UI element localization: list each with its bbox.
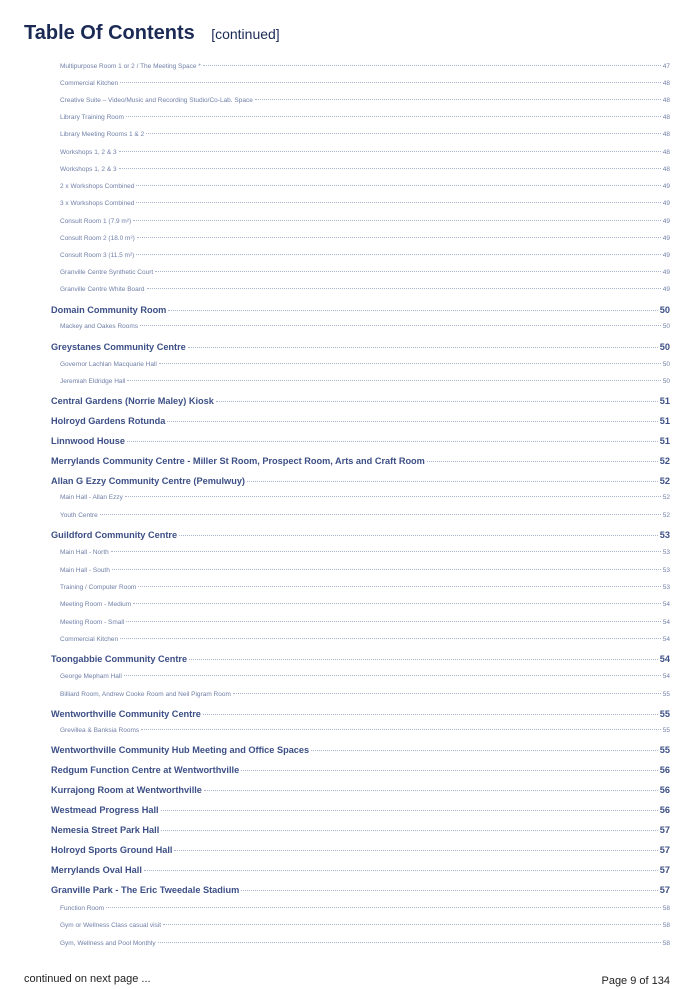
toc-entry[interactable] — [51, 416, 670, 429]
toc-entry[interactable] — [51, 530, 670, 543]
dot-leader — [247, 481, 658, 482]
toc-entry-label: Holroyd Gardens Rotunda — [51, 416, 166, 426]
dot-leader — [119, 151, 661, 152]
toc-entry-label: Central Gardens (Norrie Maley) Kiosk — [51, 396, 214, 406]
toc-entry-page: 48 — [662, 97, 670, 104]
dot-leader — [111, 551, 661, 552]
toc-entry-label: Consult Room 3 (11.5 m²) — [60, 252, 135, 259]
toc-entry-label: Westmead Progress Hall — [51, 805, 159, 815]
toc-entry-label: Creative Suite – Video/Music and Recording Studio/Co-Lab. Space — [60, 97, 253, 104]
dot-leader — [241, 890, 658, 891]
toc-entry-label: Consult Room 1 (7.9 m²) — [60, 218, 132, 225]
toc-entry-page: 56 — [659, 765, 670, 775]
toc-entry[interactable] — [60, 97, 670, 107]
toc-entry-page: 50 — [662, 323, 670, 330]
toc-entry-page: 58 — [662, 922, 670, 929]
dot-leader — [127, 441, 658, 442]
dot-leader — [188, 347, 658, 348]
dot-leader — [167, 421, 657, 422]
toc-entry-label: Workshops 1, 2 & 3 — [60, 149, 117, 156]
toc-entry-page: 53 — [662, 549, 670, 556]
dot-leader — [136, 254, 660, 255]
dot-leader — [100, 514, 661, 515]
toc-entry-label: George Mepham Hall — [60, 673, 122, 680]
toc-entry-page: 49 — [662, 252, 670, 259]
toc-entry[interactable] — [60, 494, 670, 504]
dot-leader — [204, 790, 658, 791]
toc-entry-page: 57 — [659, 825, 670, 835]
toc-entry[interactable] — [60, 131, 670, 141]
dot-leader — [147, 288, 661, 289]
toc-entry-page: 50 — [659, 342, 670, 352]
toc-entry-label: Governor Lachlan Macquarie Hall — [60, 361, 157, 368]
toc-entry-page: 55 — [659, 745, 670, 755]
toc-entry-label: Multipurpose Room 1 or 2 / The Meeting Space * — [60, 63, 201, 70]
toc-entry[interactable] — [60, 922, 670, 932]
toc-entry-page: 53 — [659, 530, 670, 540]
toc-entry[interactable] — [60, 905, 670, 915]
toc-entry-page: 49 — [662, 200, 670, 207]
toc-entry[interactable] — [51, 825, 670, 838]
toc-entry[interactable] — [51, 865, 670, 878]
toc-entry-label: Guildford Community Centre — [51, 530, 178, 540]
toc-entry-page: 48 — [662, 149, 670, 156]
toc-entry[interactable] — [60, 286, 670, 296]
toc-entry[interactable] — [51, 305, 670, 318]
toc-entry-page: 49 — [662, 183, 670, 190]
toc-entry-label: Gym, Wellness and Pool Monthly — [60, 940, 156, 947]
toc-entry[interactable] — [60, 727, 670, 737]
toc-entry-page: 50 — [662, 361, 670, 368]
toc-entry-label: Granville Centre Synthetic Court — [60, 269, 154, 276]
toc-entry[interactable] — [51, 396, 670, 409]
toc-entry-label: Allan G Ezzy Community Centre (Pemulwuy) — [51, 476, 245, 486]
toc-entry-label: Toongabbie Community Centre — [51, 654, 188, 664]
toc-entry-page: 57 — [659, 865, 670, 875]
toc-entry[interactable] — [60, 183, 670, 193]
toc-entry[interactable] — [60, 200, 670, 210]
toc-entry[interactable] — [51, 765, 670, 778]
page-subtitle: [continued] — [211, 26, 280, 42]
toc-entry[interactable] — [60, 512, 670, 522]
toc-entry[interactable] — [51, 785, 670, 798]
toc-entry-page: 54 — [662, 636, 670, 643]
continued-note: continued on next page ... — [24, 973, 151, 985]
toc-entry-page: 48 — [662, 80, 670, 87]
toc-entry-label: Function Room — [60, 905, 105, 912]
toc-entry[interactable] — [51, 745, 670, 758]
dot-leader — [136, 185, 660, 186]
page-title: Table Of Contents — [24, 22, 195, 44]
toc-entry-label: Granville Park - The Eric Tweedale Stadium — [51, 885, 240, 895]
toc-entry-page: 48 — [662, 114, 670, 121]
dot-leader — [179, 535, 658, 536]
dot-leader — [159, 363, 661, 364]
dot-leader — [120, 82, 661, 83]
toc-entry-label: 2 x Workshops Combined — [60, 183, 135, 190]
dot-leader — [141, 729, 661, 730]
toc-entry-page: 50 — [659, 305, 670, 315]
toc-entry-page: 56 — [659, 805, 670, 815]
toc-entry-page: 55 — [662, 691, 670, 698]
dot-leader — [106, 907, 661, 908]
dot-leader — [161, 830, 657, 831]
toc-entry-label: Domain Community Room — [51, 305, 167, 315]
dot-leader — [125, 496, 661, 497]
toc-entry[interactable] — [60, 149, 670, 159]
toc-entry-page: 57 — [659, 845, 670, 855]
toc-entry-label: Library Meeting Rooms 1 & 2 — [60, 131, 145, 138]
dot-leader — [146, 133, 661, 134]
toc-entry-label: Commercial Kitchen — [60, 80, 119, 87]
toc-entry[interactable] — [60, 691, 670, 701]
dot-leader — [133, 220, 661, 221]
dot-leader — [189, 659, 658, 660]
toc-entry-label: Workshops 1, 2 & 3 — [60, 166, 117, 173]
toc-entry-label: Merrylands Oval Hall — [51, 865, 142, 875]
dot-leader — [311, 750, 658, 751]
toc-entry-label: Commercial Kitchen — [60, 636, 119, 643]
toc-entry-page: 55 — [662, 727, 670, 734]
dot-leader — [138, 586, 660, 587]
toc-entry-label: Kurrajong Room at Wentworthville — [51, 785, 202, 795]
toc-entry[interactable] — [60, 636, 670, 646]
toc-entry-label: Mackey and Oakes Rooms — [60, 323, 139, 330]
toc-entry-page: 48 — [662, 166, 670, 173]
toc-entry[interactable] — [51, 885, 670, 898]
dot-leader — [120, 638, 661, 639]
toc-entry[interactable] — [60, 80, 670, 90]
toc-entry-page: 51 — [659, 416, 670, 426]
dot-leader — [126, 621, 660, 622]
toc-entry-label: Merrylands Community Centre - Miller St Room, Prospect Room, Arts and Craft Room — [51, 456, 425, 466]
toc-entry-page: 54 — [662, 619, 670, 626]
toc-entry-label: Granville Centre White Board — [60, 286, 145, 293]
dot-leader — [203, 714, 658, 715]
dot-leader — [163, 924, 661, 925]
toc-entry-label: Linnwood House — [51, 436, 126, 446]
dot-leader — [203, 65, 661, 66]
toc-entry-label: 3 x Workshops Combined — [60, 200, 135, 207]
toc-entry-label: Meeting Room - Small — [60, 619, 125, 626]
toc-entry[interactable] — [60, 619, 670, 629]
toc-entry[interactable] — [60, 235, 670, 245]
dot-leader — [174, 850, 657, 851]
toc-entry-page: 47 — [662, 63, 670, 70]
toc-entry-page: 53 — [662, 567, 670, 574]
toc-entry-label: Redgum Function Centre at Wentworthville — [51, 765, 240, 775]
toc-entry-page: 52 — [662, 494, 670, 501]
toc-entry-label: Consult Room 2 (18.0 m²) — [60, 235, 135, 242]
toc-entry-label: Grevillea & Banksia Rooms — [60, 727, 140, 734]
toc-entry[interactable] — [60, 63, 670, 73]
toc-entry-page: 54 — [662, 673, 670, 680]
toc-entry-label: Gym or Wellness Class casual visit — [60, 922, 162, 929]
toc-entry-label: Library Training Room — [60, 114, 124, 121]
toc-entry[interactable] — [51, 436, 670, 449]
toc-entry-page: 49 — [662, 235, 670, 242]
toc-entry-page: 49 — [662, 218, 670, 225]
toc-entry-page: 52 — [662, 512, 670, 519]
toc-entry-label: Wentworthville Community Hub Meeting and Office Spaces — [51, 745, 310, 755]
dot-leader — [136, 202, 660, 203]
dot-leader — [140, 325, 661, 326]
toc-entry-label: Main Hall - Allan Ezzy — [60, 494, 123, 501]
dot-leader — [126, 116, 661, 117]
dot-leader — [133, 603, 661, 604]
toc-entry-label: Holroyd Sports Ground Hall — [51, 845, 173, 855]
toc-entry-page: 52 — [659, 456, 670, 466]
toc-entry[interactable] — [51, 456, 670, 469]
dot-leader — [241, 770, 658, 771]
toc-entry-page: 50 — [662, 378, 670, 385]
toc-entry[interactable] — [51, 805, 670, 818]
dot-leader — [124, 675, 661, 676]
toc-entry-page: 53 — [662, 584, 670, 591]
dot-leader — [168, 310, 657, 311]
toc-entry[interactable] — [51, 709, 670, 722]
toc-entry[interactable] — [60, 166, 670, 176]
toc-entry-page: 54 — [659, 654, 670, 664]
dot-leader — [137, 237, 661, 238]
toc-entry-label: Training / Computer Room — [60, 584, 137, 591]
toc-entry[interactable] — [60, 601, 670, 611]
dot-leader — [161, 810, 658, 811]
toc-entry[interactable] — [60, 114, 670, 124]
dot-leader — [144, 870, 658, 871]
toc-entry-page: 58 — [662, 905, 670, 912]
page-number: Page 9 of 134 — [601, 975, 670, 987]
toc-entry-label: Nemesia Street Park Hall — [51, 825, 160, 835]
dot-leader — [216, 401, 658, 402]
toc-entry-label: Main Hall - South — [60, 567, 110, 574]
toc-entry-label: Meeting Room - Medium — [60, 601, 132, 608]
toc-entry-page: 58 — [662, 940, 670, 947]
toc-entry-label: Billiard Room, Andrew Cooke Room and Neil Pigram Room — [60, 691, 231, 698]
toc-entry[interactable] — [51, 654, 670, 667]
toc-entry[interactable] — [60, 269, 670, 279]
dot-leader — [119, 168, 661, 169]
toc-entry-page: 48 — [662, 131, 670, 138]
toc-entry-label: Jeremiah Eldridge Hall — [60, 378, 126, 385]
dot-leader — [255, 99, 661, 100]
toc-entry[interactable] — [60, 361, 670, 371]
toc-entry-page: 54 — [662, 601, 670, 608]
toc-entry-page: 56 — [659, 785, 670, 795]
toc-entry-page: 51 — [659, 436, 670, 446]
dot-leader — [427, 461, 658, 462]
toc-entry-page: 49 — [662, 269, 670, 276]
toc-entry[interactable] — [51, 476, 670, 489]
toc-entry-label: Greystanes Community Centre — [51, 342, 186, 352]
toc-entry[interactable] — [60, 218, 670, 228]
toc-entry-page: 51 — [659, 396, 670, 406]
toc-entry[interactable] — [60, 584, 670, 594]
toc-entry-page: 49 — [662, 286, 670, 293]
dot-leader — [112, 569, 661, 570]
toc-entry-page: 55 — [659, 709, 670, 719]
dot-leader — [127, 380, 660, 381]
toc-entry[interactable] — [60, 940, 670, 950]
toc-entry[interactable] — [60, 378, 670, 388]
toc-entry-label: Youth Centre — [60, 512, 98, 519]
toc-entry[interactable] — [51, 845, 670, 858]
toc-entry[interactable] — [60, 323, 670, 333]
dot-leader — [158, 942, 661, 943]
toc-entry[interactable] — [60, 252, 670, 262]
dot-leader — [233, 693, 661, 694]
toc-entry-page: 52 — [659, 476, 670, 486]
toc-entry[interactable] — [51, 342, 670, 355]
toc-entry[interactable] — [60, 567, 670, 577]
toc-entry-label: Wentworthville Community Centre — [51, 709, 201, 719]
toc-entry-label: Main Hall - North — [60, 549, 109, 556]
page-header — [24, 22, 280, 45]
toc-entry-page: 57 — [659, 885, 670, 895]
dot-leader — [155, 271, 661, 272]
toc-entry[interactable] — [60, 673, 670, 683]
toc-entry[interactable] — [60, 549, 670, 559]
